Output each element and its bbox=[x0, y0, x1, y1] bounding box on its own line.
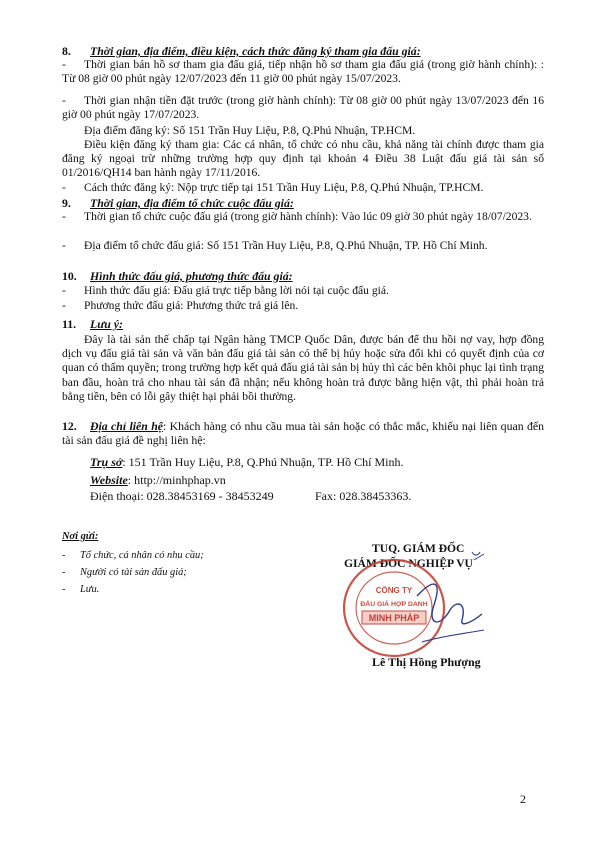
signer-name: Lê Thị Hồng Phượng bbox=[372, 655, 481, 669]
section-8-bullet-4 bbox=[62, 138, 544, 181]
section-8-bullet-2: - Thời gian nhận tiền đặt trước (trong giờ hành chính): Từ 08 giờ 00 phút ngày 13/07/2023 đến 16 giờ 00 phút ngày 17/07/2023. bbox=[62, 94, 544, 122]
section-9-heading bbox=[62, 196, 294, 210]
section-10-bullet-1: - Hình thức đấu giá: Đấu giá trực tiếp bằng lời nói tại cuộc đấu giá. bbox=[62, 284, 389, 297]
svg-text:MINH PHÁP: MINH PHÁP bbox=[368, 613, 420, 623]
recipient-text: Tổ chức, cá nhân có nhu cầu; bbox=[80, 550, 204, 561]
section-10-bullet-2: - Phương thức đấu giá: Phương thức trả giá lên. bbox=[62, 299, 299, 312]
office-label: Trụ sở bbox=[90, 455, 123, 469]
section-12-block bbox=[62, 419, 544, 447]
section-10-heading bbox=[62, 269, 293, 283]
section-9-bullet-1: - Thời gian tổ chức cuộc đấu giá (trong giờ hành chính): Vào lúc 09 giờ 30 phút ngày 18/07/2023. bbox=[62, 210, 532, 223]
company-stamp-icon bbox=[322, 550, 492, 662]
recipient-text: Người có tài sản đấu giá; bbox=[80, 567, 187, 578]
section-8-title: Thời gian, địa điểm, điều kiện, cách thức đăng ký tham gia đấu giá: bbox=[90, 44, 421, 58]
section-8-bullet-5: - Cách thức đăng ký: Nộp trực tiếp tại 151 Trần Huy Liệu, P.8, Q.Phú Nhuận, TP.HCM. bbox=[62, 181, 484, 194]
recipient-item: - Tổ chức, cá nhân có nhu cầu; bbox=[62, 550, 204, 561]
website-value: : http://minhphap.vn bbox=[127, 473, 226, 487]
recipients-colon: : bbox=[94, 531, 99, 542]
section-11-text: Đây là tài sản thế chấp tại Ngân hàng TMCP Quốc Dân, được bán để thu hồi nợ vay, hợp đồng dịch vụ đấu giá tài sản và văn bản đấu giá tài sản có thể bị hủy hoặc sửa đổi khi có quyết định của cơ quan có thẩm quyền; trong trường hợp kết quả đấu giá tài sản bị hủy thì các bên khôi phục lại tình trạng ban đầu, hoàn trả cho nhau tài sản đã nhận; nếu không hoàn trả được bằng hiện vật, thì phải hoàn trả bằng tiền, bên có lỗi gây thiệt hại phải bồi thường. bbox=[62, 333, 544, 403]
office-line bbox=[90, 455, 404, 469]
section-10-number: 10. bbox=[62, 269, 77, 283]
section-11-number: 11. bbox=[62, 317, 77, 331]
section-8-bullet-1: - Thời gian bán hồ sơ tham gia đấu giá, tiếp nhận hồ sơ tham gia đấu giá (trong giờ hành chính): : Từ 08 giờ 00 phút ngày 12/07/2023 đến 11 giờ 00 phút ngày 15/07/2023. bbox=[62, 58, 544, 86]
signature-line-1: TUQ. GIÁM ĐỐC bbox=[372, 542, 465, 555]
bullet-text: Cách thức đăng ký: Nộp trực tiếp tại 151 Trần Huy Liệu, P.8, Q.Phú Nhuận, TP.HCM. bbox=[84, 181, 484, 194]
svg-text:CÔNG TY: CÔNG TY bbox=[375, 586, 413, 595]
bullet-text: Thời gian bán hồ sơ tham gia đấu giá, tiếp nhận hồ sơ tham gia đấu giá (trong giờ hành chính): : Từ 08 giờ 00 phút ngày 12/07/2023 đến 11 giờ 00 phút ngày 15/07/2023. bbox=[62, 58, 544, 86]
section-12-title: Địa chỉ liên hệ bbox=[90, 419, 163, 433]
section-9-title: Thời gian, địa điểm tổ chức cuộc đấu giá: bbox=[90, 196, 294, 210]
page-number: 2 bbox=[520, 792, 526, 806]
recipients-title-text: Nơi gửi bbox=[62, 531, 95, 542]
bullet-text: Địa điểm đăng ký: Số 151 Trần Huy Liệu, P.8, Q.Phú Nhuận, TP.HCM. bbox=[84, 124, 416, 137]
phone-line: Điện thoại: 028.38453169 - 38453249 bbox=[90, 489, 274, 503]
section-12-text: : Khách hàng có nhu cầu mua tài sản hoặc có thắc mắc, khiếu nại liên quan đến tài sản đấu giá đề nghị liên hệ: bbox=[62, 419, 544, 448]
svg-text:ĐẤU GIÁ HỢP DANH: ĐẤU GIÁ HỢP DANH bbox=[360, 601, 428, 608]
bullet-text: Điều kiện đăng ký tham gia: Các cá nhân, tổ chức có nhu cầu, khả năng tài chính được tham gia đăng ký ngoại trừ những trường hợp quy định tại khoản 4 Điều 38 Luật đấu giá tài sản số 01/2016/QH14 ban hành ngày 17/11/2016. bbox=[62, 138, 544, 180]
section-12-number: 12. bbox=[62, 419, 77, 433]
website-label: Website bbox=[90, 473, 128, 487]
bullet-text: Phương thức đấu giá: Phương thức trả giá lên. bbox=[84, 299, 299, 312]
section-11-title: Lưu ý: bbox=[90, 317, 123, 331]
website-line bbox=[90, 473, 226, 487]
section-9-bullet-2: - Địa điểm tổ chức đấu giá: Số 151 Trần Huy Liệu, P.8, Q.Phú Nhuận, TP. Hồ Chí Minh. bbox=[62, 239, 488, 252]
section-8-bullet-3 bbox=[84, 124, 544, 138]
section-11-heading bbox=[62, 317, 123, 331]
recipients-title bbox=[62, 531, 98, 542]
section-8-number: 8. bbox=[62, 44, 71, 58]
bullet-text: Thời gian nhận tiền đặt trước (trong giờ hành chính): Từ 08 giờ 00 phút ngày 13/07/2023 đến 16 giờ 00 phút ngày 17/07/2023. bbox=[62, 94, 544, 122]
fax-line: Fax: 028.38453363. bbox=[315, 489, 412, 503]
bullet-text: Thời gian tổ chức cuộc đấu giá (trong giờ hành chính): Vào lúc 09 giờ 30 phút ngày 18/07/2023. bbox=[84, 210, 532, 223]
section-10-title: Hình thức đấu giá, phương thức đấu giá: bbox=[90, 269, 293, 283]
recipient-text: Lưu. bbox=[80, 584, 100, 595]
section-8-heading bbox=[62, 44, 421, 58]
signature-line-2: GIÁM ĐỐC NGHIỆP VỤ bbox=[344, 557, 473, 570]
bullet-text: Địa điểm tổ chức đấu giá: Số 151 Trần Huy Liệu, P.8, Q.Phú Nhuận, TP. Hồ Chí Minh. bbox=[84, 239, 488, 252]
office-value: : 151 Trần Huy Liệu, P.8, Q.Phú Nhuận, TP. Hồ Chí Minh. bbox=[122, 455, 404, 469]
recipient-item: - Lưu. bbox=[62, 584, 100, 595]
section-9-number: 9. bbox=[62, 196, 71, 210]
bullet-text: Hình thức đấu giá: Đấu giá trực tiếp bằng lời nói tại cuộc đấu giá. bbox=[84, 284, 389, 297]
recipient-item: - Người có tài sản đấu giá; bbox=[62, 567, 187, 578]
